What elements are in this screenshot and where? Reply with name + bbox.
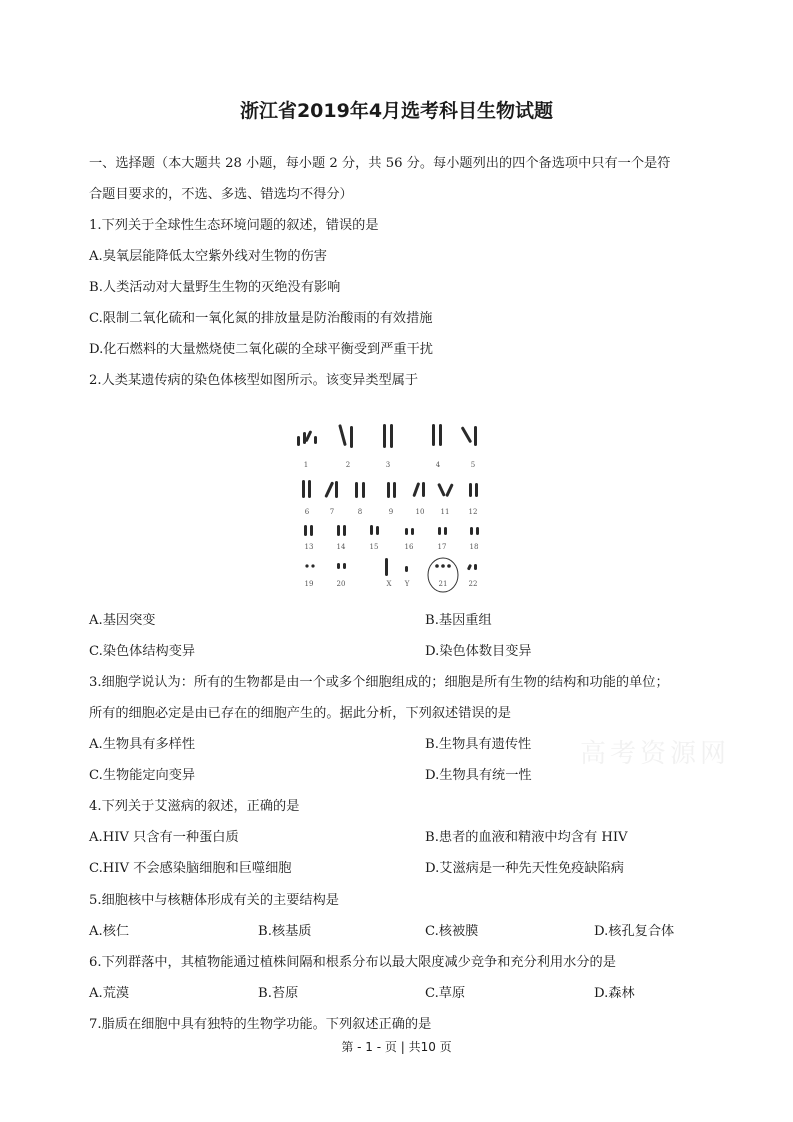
karyo-label: 11 bbox=[440, 508, 450, 516]
karyo-label: 13 bbox=[304, 543, 314, 551]
chromosome-pair-2 bbox=[338, 424, 353, 448]
q6-option-a: A.荒漠 bbox=[89, 986, 130, 1001]
chromosome-pair-1 bbox=[297, 430, 317, 446]
q6-option-b: B.苔原 bbox=[258, 986, 299, 1001]
q5-option-d: D.核孔复合体 bbox=[594, 924, 675, 939]
chromosome-pair-5 bbox=[461, 426, 477, 446]
q1-option-d: D.化石燃料的大量燃烧使二氧化碳的全球平衡受到严重干扰 bbox=[89, 342, 433, 357]
q5-stem: 5.细胞核中与核糖体形成有关的主要结构是 bbox=[89, 893, 339, 908]
karyo-label: 4 bbox=[435, 461, 441, 469]
q2-option-d: D.染色体数目变异 bbox=[425, 644, 532, 659]
q4-option-a: A.HIV 只含有一种蛋白质 bbox=[89, 830, 239, 845]
karyo-label: X bbox=[386, 580, 392, 588]
karyo-label: 17 bbox=[437, 543, 447, 551]
q5-option-b: B.核基质 bbox=[258, 924, 312, 939]
karyotype-figure bbox=[293, 418, 493, 596]
q1-stem: 1.下列关于全球性生态环境问题的叙述，错误的是 bbox=[89, 218, 379, 233]
karyo-label: 20 bbox=[336, 580, 346, 588]
karyo-label: 7 bbox=[329, 508, 335, 516]
q5-option-c: C.核被膜 bbox=[425, 924, 479, 939]
karyo-label: 8 bbox=[357, 508, 363, 516]
q5-option-a: A.核仁 bbox=[89, 924, 130, 939]
karyo-label: 21 bbox=[438, 580, 448, 588]
q3-stem-line1: 3.细胞学说认为：所有的生物都是由一个或多个细胞组成的；细胞是所有生物的结构和功能的单位； bbox=[89, 675, 669, 690]
q4-option-b: B.患者的血液和精液中均含有 HIV bbox=[425, 830, 628, 845]
karyo-label: 22 bbox=[468, 580, 478, 588]
q1-option-a: A.臭氧层能降低太空紫外线对生物的伤害 bbox=[89, 249, 327, 264]
q3-stem-line2: 所有的细胞必定是由已存在的细胞产生的。据此分析，下列叙述错误的是 bbox=[89, 706, 511, 721]
karyo-label: Y bbox=[404, 580, 410, 588]
karyo-label: 1 bbox=[303, 461, 309, 469]
q6-option-d: D.森林 bbox=[594, 986, 635, 1001]
q7-stem: 7.脂质在细胞中具有独特的生物学功能。下列叙述正确的是 bbox=[89, 1017, 432, 1032]
q2-option-c: C.染色体结构变异 bbox=[89, 644, 196, 659]
karyo-label: 15 bbox=[369, 543, 379, 551]
section-instructions-line1: 一、选择题（本大题共 28 小题，每小题 2 分，共 56 分。每小题列出的四个备选项中只有一个是符 bbox=[89, 156, 671, 171]
q2-stem: 2.人类某遗传病的染色体核型如图所示。该变异类型属于 bbox=[89, 373, 419, 388]
q2-option-b: B.基因重组 bbox=[425, 613, 492, 628]
karyo-label: 12 bbox=[468, 508, 478, 516]
page-footer: 第 - 1 - 页 | 共10 页 bbox=[341, 1040, 452, 1054]
karyo-label: 2 bbox=[345, 461, 351, 469]
q1-option-b: B.人类活动对大量野生生物的灭绝没有影响 bbox=[89, 280, 341, 295]
q6-option-c: C.草原 bbox=[425, 986, 466, 1001]
karyo-label: 14 bbox=[336, 543, 346, 551]
q4-option-c: C.HIV 不会感染脑细胞和巨噬细胞 bbox=[89, 861, 292, 876]
q4-stem: 4.下列关于艾滋病的叙述，正确的是 bbox=[89, 799, 300, 814]
karyo-label: 16 bbox=[404, 543, 414, 551]
chromosome-pair-3 bbox=[383, 424, 393, 448]
karyo-label: 19 bbox=[304, 580, 314, 588]
q1-option-c: C.限制二氧化硫和一氧化氮的排放量是防治酸雨的有效措施 bbox=[89, 311, 433, 326]
section-instructions-line2: 合题目要求的，不选、多选、错选均不得分） bbox=[89, 187, 353, 202]
karyo-label: 10 bbox=[415, 508, 425, 516]
karyo-label: 9 bbox=[388, 508, 394, 516]
q3-option-b: B.生物具有遗传性 bbox=[425, 737, 532, 752]
q4-option-d: D.艾滋病是一种先天性免疫缺陷病 bbox=[425, 861, 624, 876]
q3-option-a: A.生物具有多样性 bbox=[89, 737, 196, 752]
karyo-label: 5 bbox=[470, 461, 476, 469]
q3-option-d: D.生物具有统一性 bbox=[425, 768, 532, 783]
watermark: 高考资源网 bbox=[580, 739, 731, 769]
chromosome-pair-4 bbox=[432, 424, 442, 446]
karyo-label: 18 bbox=[469, 543, 479, 551]
q2-option-a: A.基因突变 bbox=[89, 613, 156, 628]
karyo-label: 6 bbox=[304, 508, 310, 516]
q3-option-c: C.生物能定向变异 bbox=[89, 768, 196, 783]
q6-stem: 6.下列群落中，其植物能通过植株间隔和根系分布以最大限度减少竞争和充分利用水分的是 bbox=[89, 955, 616, 970]
karyo-label: 3 bbox=[385, 461, 391, 469]
page-title: 浙江省2019年4月选考科目生物试题 bbox=[239, 100, 554, 122]
